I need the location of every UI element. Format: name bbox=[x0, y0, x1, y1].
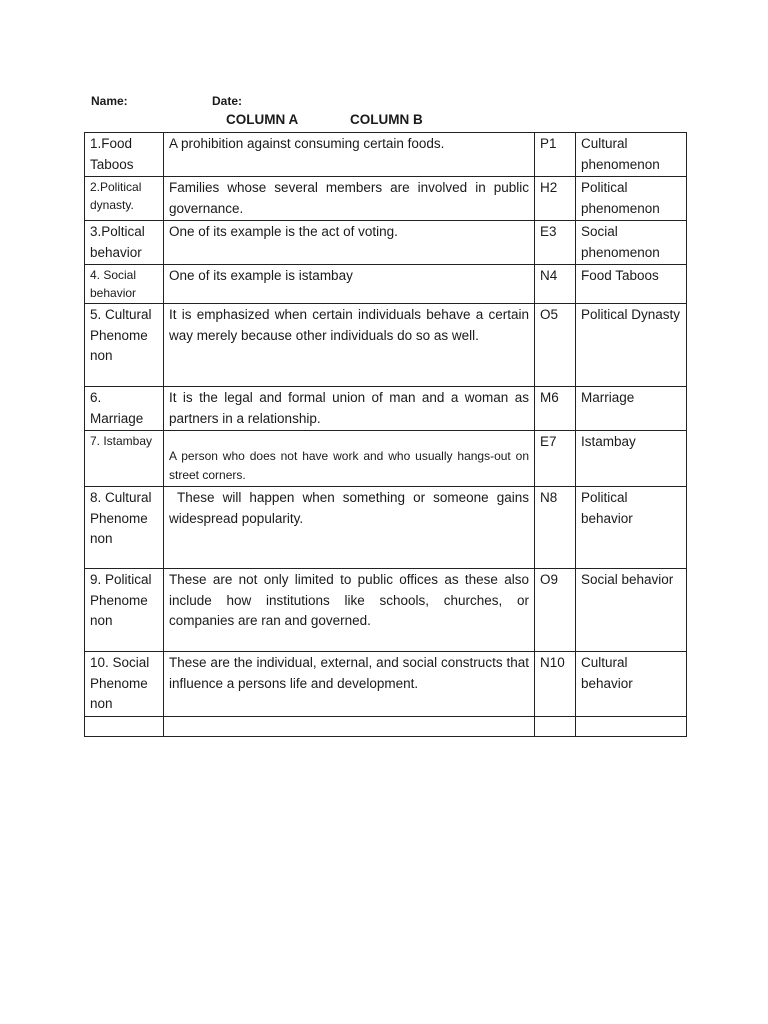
column-b-heading: COLUMN B bbox=[350, 112, 423, 127]
code-cell: N4 bbox=[535, 265, 576, 304]
table-row bbox=[85, 304, 687, 387]
term-cell bbox=[85, 716, 164, 736]
definition-cell: One of its example is the act of voting. bbox=[164, 221, 535, 265]
term-cell: 2.Political dynasty. bbox=[85, 177, 164, 221]
answer-cell: Cultural behavior bbox=[576, 652, 687, 717]
table-row bbox=[85, 569, 687, 652]
answer-cell: Marriage bbox=[576, 387, 687, 431]
table-row bbox=[85, 431, 687, 487]
answer-cell: Cultural phenomenon bbox=[576, 133, 687, 177]
code-cell: P1 bbox=[535, 133, 576, 177]
table-row bbox=[85, 652, 687, 717]
table-row bbox=[85, 133, 687, 177]
term-cell: 5. Cultural Phenome non bbox=[85, 304, 164, 387]
code-cell bbox=[535, 716, 576, 736]
definition-cell: These are the individual, external, and social constructs that influence a persons life and development. bbox=[164, 652, 535, 717]
term-cell: 3.Poltical behavior bbox=[85, 221, 164, 265]
table-row bbox=[85, 265, 687, 304]
term-cell: 9. Political Phenome non bbox=[85, 569, 164, 652]
code-cell: N10 bbox=[535, 652, 576, 717]
definition-cell bbox=[164, 716, 535, 736]
code-cell: N8 bbox=[535, 487, 576, 569]
answer-cell: Political Dynasty bbox=[576, 304, 687, 387]
code-cell: O5 bbox=[535, 304, 576, 387]
code-cell: E7 bbox=[535, 431, 576, 487]
term-cell: 4. Social behavior bbox=[85, 265, 164, 304]
table-row bbox=[85, 387, 687, 431]
term-cell: 1.Food Taboos bbox=[85, 133, 164, 177]
definition-cell: One of its example is istambay bbox=[164, 265, 535, 304]
matching-table bbox=[84, 132, 687, 737]
code-cell: M6 bbox=[535, 387, 576, 431]
definition-cell: A prohibition against consuming certain foods. bbox=[164, 133, 535, 177]
name-label: Name: bbox=[91, 94, 128, 108]
definition-cell: These are not only limited to public offices as these also include how institutions like schools, churches, or companies are ran and governed. bbox=[164, 569, 535, 652]
definition-cell: It is the legal and formal union of man and a woman as partners in a relationship. bbox=[164, 387, 535, 431]
term-cell: 8. Cultural Phenome non bbox=[85, 487, 164, 569]
term-cell: 10. Social Phenome non bbox=[85, 652, 164, 717]
date-label: Date: bbox=[212, 94, 243, 108]
term-cell: 7. Istambay bbox=[85, 431, 164, 487]
table-row-empty bbox=[85, 716, 687, 736]
answer-cell: Social phenomenon bbox=[576, 221, 687, 265]
code-cell: E3 bbox=[535, 221, 576, 265]
answer-cell: Social behavior bbox=[576, 569, 687, 652]
answer-cell: Political phenomenon bbox=[576, 177, 687, 221]
column-a-heading: COLUMN A bbox=[226, 112, 299, 127]
definition-cell: It is emphasized when certain individuals behave a certain way merely because other individuals do so as well. bbox=[164, 304, 535, 387]
table-row bbox=[85, 487, 687, 569]
answer-cell: Istambay bbox=[576, 431, 687, 487]
definition-cell: These will happen when something or someone gains widespread popularity. bbox=[164, 487, 535, 569]
table-row bbox=[85, 221, 687, 265]
term-cell: 6. Marriage bbox=[85, 387, 164, 431]
code-cell: O9 bbox=[535, 569, 576, 652]
definition-cell: A person who does not have work and who usually hangs-out on street corners. bbox=[164, 431, 535, 487]
definition-cell: Families whose several members are involved in public governance. bbox=[164, 177, 535, 221]
table-row bbox=[85, 177, 687, 221]
answer-cell bbox=[576, 716, 687, 736]
answer-cell: Political behavior bbox=[576, 487, 687, 569]
answer-cell: Food Taboos bbox=[576, 265, 687, 304]
code-cell: H2 bbox=[535, 177, 576, 221]
